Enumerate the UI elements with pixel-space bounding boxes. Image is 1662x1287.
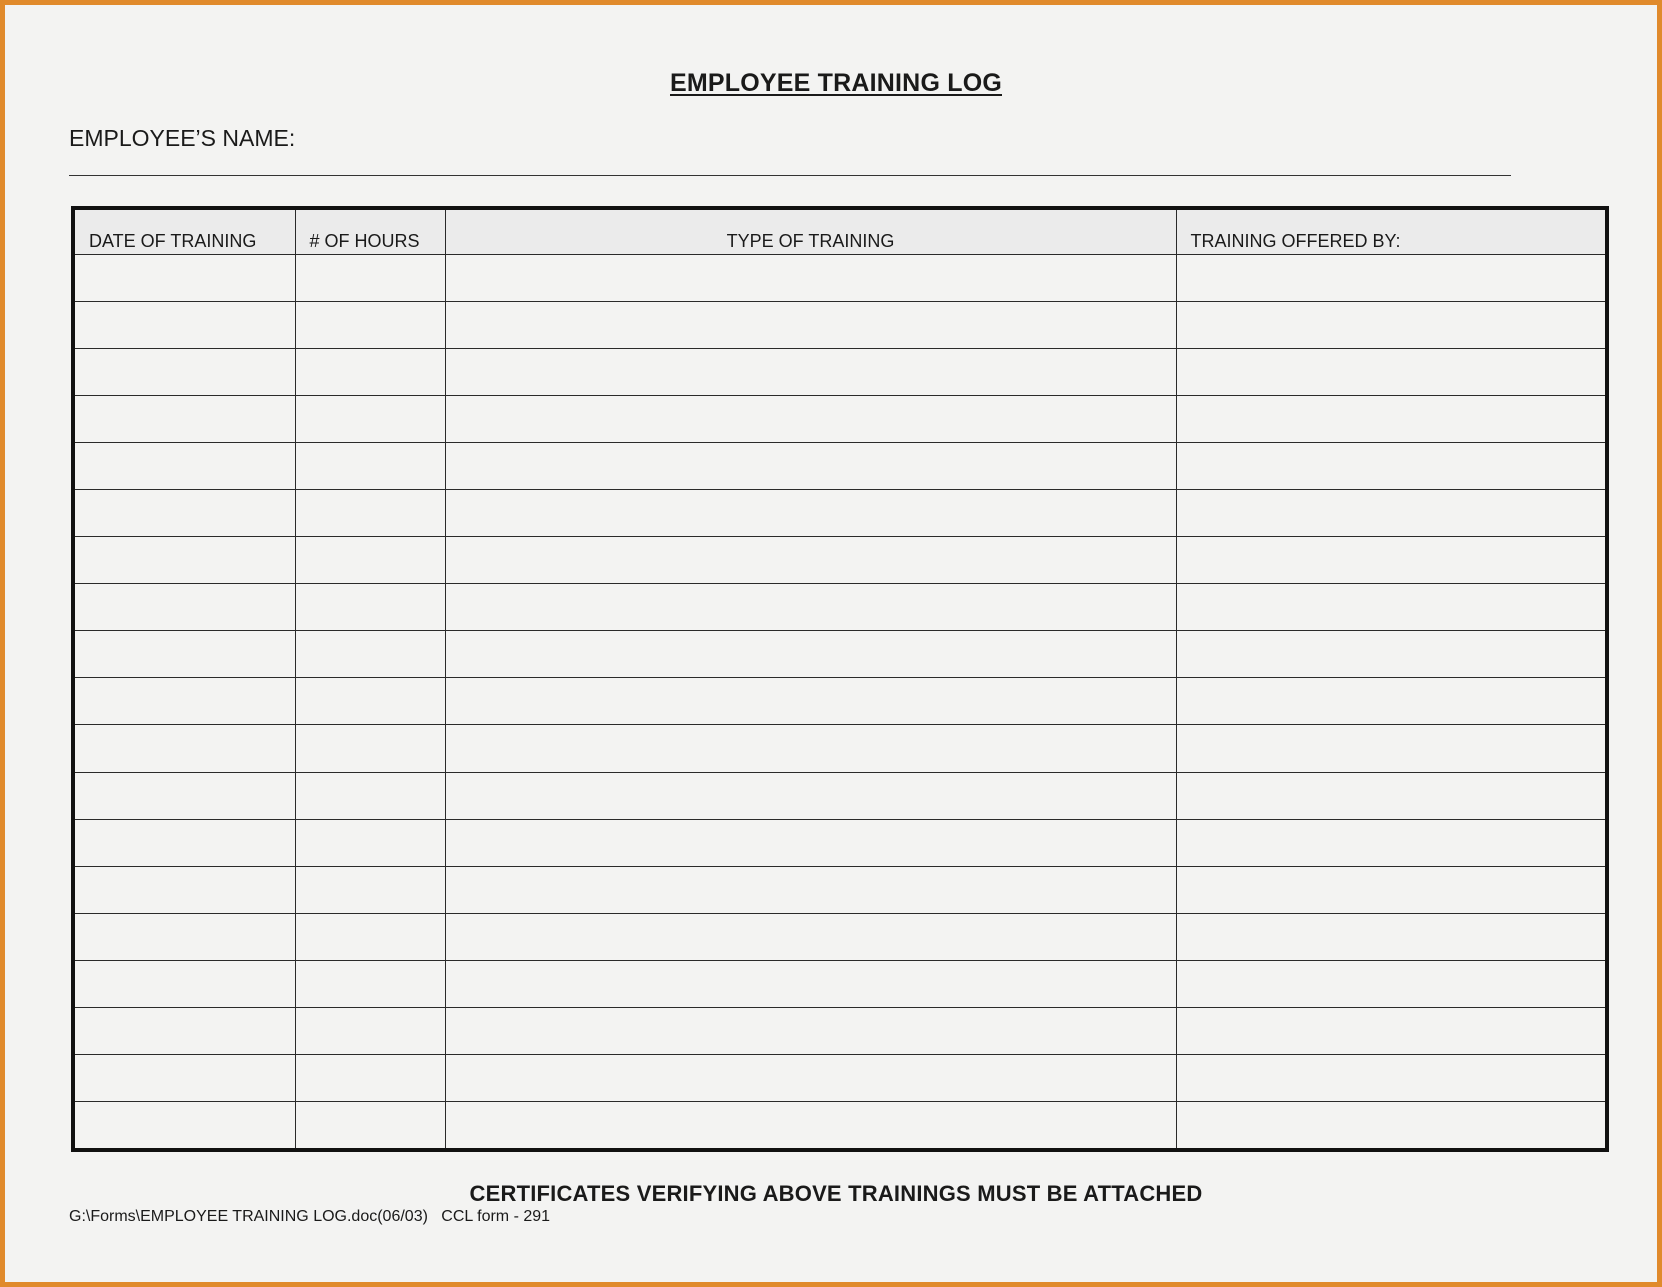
cell-date[interactable] <box>73 255 295 302</box>
cell-date[interactable] <box>73 678 295 725</box>
cell-type[interactable] <box>445 490 1176 537</box>
table-row <box>73 631 1607 678</box>
cell-offered-by[interactable] <box>1176 772 1607 819</box>
cell-type[interactable] <box>445 537 1176 584</box>
employee-name-label: EMPLOYEE’S NAME: <box>69 125 296 151</box>
cell-offered-by[interactable] <box>1176 302 1607 349</box>
cell-date[interactable] <box>73 1007 295 1054</box>
cell-hours[interactable] <box>295 1054 445 1101</box>
cell-offered-by[interactable] <box>1176 913 1607 960</box>
table-row <box>73 960 1607 1007</box>
cell-hours[interactable] <box>295 1007 445 1054</box>
cell-hours[interactable] <box>295 302 445 349</box>
cell-type[interactable] <box>445 772 1176 819</box>
table-row <box>73 1101 1607 1150</box>
cell-hours[interactable] <box>295 819 445 866</box>
cell-date[interactable] <box>73 960 295 1007</box>
table-row <box>73 1007 1607 1054</box>
cell-hours[interactable] <box>295 396 445 443</box>
employee-name-field[interactable] <box>69 175 1511 176</box>
cell-type[interactable] <box>445 255 1176 302</box>
cell-offered-by[interactable] <box>1176 866 1607 913</box>
cell-date[interactable] <box>73 584 295 631</box>
cell-hours[interactable] <box>295 349 445 396</box>
cell-offered-by[interactable] <box>1176 725 1607 772</box>
cell-offered-by[interactable] <box>1176 960 1607 1007</box>
cell-offered-by[interactable] <box>1176 255 1607 302</box>
cell-date[interactable] <box>73 772 295 819</box>
cell-date[interactable] <box>73 631 295 678</box>
table-row <box>73 725 1607 772</box>
cell-type[interactable] <box>445 678 1176 725</box>
cell-type[interactable] <box>445 1054 1176 1101</box>
cell-type[interactable] <box>445 631 1176 678</box>
cell-offered-by[interactable] <box>1176 490 1607 537</box>
table-header-row <box>73 208 1607 255</box>
cell-offered-by[interactable] <box>1176 678 1607 725</box>
cell-type[interactable] <box>445 443 1176 490</box>
cell-type[interactable] <box>445 396 1176 443</box>
cell-hours[interactable] <box>295 772 445 819</box>
cell-hours[interactable] <box>295 678 445 725</box>
cell-offered-by[interactable] <box>1176 584 1607 631</box>
cell-date[interactable] <box>73 1054 295 1101</box>
cell-date[interactable] <box>73 866 295 913</box>
cell-type[interactable] <box>445 725 1176 772</box>
cell-hours[interactable] <box>295 490 445 537</box>
table-row <box>73 349 1607 396</box>
column-header-offered-by: TRAINING OFFERED BY: <box>1176 208 1607 255</box>
cell-type[interactable] <box>445 819 1176 866</box>
certificate-notice: CERTIFICATES VERIFYING ABOVE TRAININGS MUST BE ATTACHED <box>469 1181 1203 1206</box>
table-row <box>73 443 1607 490</box>
cell-type[interactable] <box>445 349 1176 396</box>
cell-date[interactable] <box>73 490 295 537</box>
cell-date[interactable] <box>73 302 295 349</box>
cell-hours[interactable] <box>295 725 445 772</box>
cell-hours[interactable] <box>295 866 445 913</box>
footer-file-info <box>69 1208 550 1226</box>
cell-date[interactable] <box>73 819 295 866</box>
table-row <box>73 678 1607 725</box>
cell-type[interactable] <box>445 1007 1176 1054</box>
cell-offered-by[interactable] <box>1176 396 1607 443</box>
cell-type[interactable] <box>445 960 1176 1007</box>
table-row <box>73 537 1607 584</box>
cell-offered-by[interactable] <box>1176 819 1607 866</box>
cell-hours[interactable] <box>295 584 445 631</box>
cell-date[interactable] <box>73 725 295 772</box>
cell-date[interactable] <box>73 349 295 396</box>
cell-date[interactable] <box>73 913 295 960</box>
table-row <box>73 584 1607 631</box>
cell-offered-by[interactable] <box>1176 1054 1607 1101</box>
table-row <box>73 819 1607 866</box>
column-header-hours: # OF HOURS <box>295 208 445 255</box>
cell-hours[interactable] <box>295 537 445 584</box>
cell-offered-by[interactable] <box>1176 631 1607 678</box>
form-number: CCL form - 291 <box>441 1208 551 1225</box>
cell-type[interactable] <box>445 1101 1176 1150</box>
cell-hours[interactable] <box>295 255 445 302</box>
table-row <box>73 913 1607 960</box>
column-header-type: TYPE OF TRAINING <box>445 208 1176 255</box>
cell-offered-by[interactable] <box>1176 349 1607 396</box>
cell-type[interactable] <box>445 584 1176 631</box>
file-path: G:\Forms\EMPLOYEE TRAINING LOG.doc(06/03) <box>69 1208 428 1225</box>
cell-hours[interactable] <box>295 631 445 678</box>
table-row <box>73 1054 1607 1101</box>
cell-date[interactable] <box>73 537 295 584</box>
cell-hours[interactable] <box>295 443 445 490</box>
cell-offered-by[interactable] <box>1176 443 1607 490</box>
cell-date[interactable] <box>73 443 295 490</box>
cell-date[interactable] <box>73 1101 295 1150</box>
table-row <box>73 866 1607 913</box>
table-row <box>73 396 1607 443</box>
cell-offered-by[interactable] <box>1176 1007 1607 1054</box>
cell-offered-by[interactable] <box>1176 537 1607 584</box>
table-row <box>73 302 1607 349</box>
column-header-date: DATE OF TRAINING <box>73 208 295 255</box>
table-body <box>73 255 1607 1151</box>
cell-type[interactable] <box>445 302 1176 349</box>
cell-offered-by[interactable] <box>1176 1101 1607 1150</box>
cell-hours[interactable] <box>295 913 445 960</box>
training-log-table <box>71 206 1609 1152</box>
document-title: EMPLOYEE TRAINING LOG <box>670 69 1002 97</box>
cell-date[interactable] <box>73 396 295 443</box>
cell-hours[interactable] <box>295 960 445 1007</box>
table-row <box>73 490 1607 537</box>
cell-hours[interactable] <box>295 1101 445 1150</box>
cell-type[interactable] <box>445 913 1176 960</box>
table-row <box>73 772 1607 819</box>
table-row <box>73 255 1607 302</box>
cell-type[interactable] <box>445 866 1176 913</box>
